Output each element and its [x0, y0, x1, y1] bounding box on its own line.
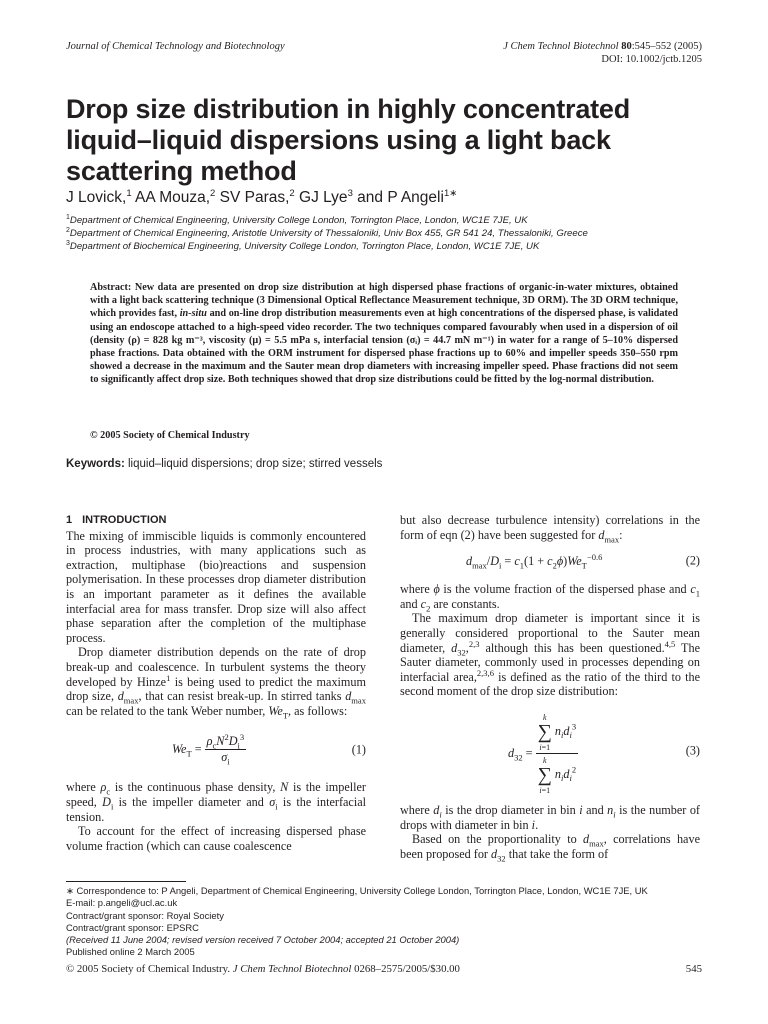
equation-1: $We_T$ = $\frac{\rho_cN^2D_i^3}{\sigma_i}$ (1)	[172, 732, 366, 767]
author-affil-mark: 2	[289, 187, 295, 199]
affiliation-mark: 2	[66, 226, 70, 234]
footnote-correspondence: ∗ Correspondence to: P Angeli, Department of Chemical Engineering, University College London, Torrington Place, London, WC1E 7JE, UK	[66, 885, 648, 896]
footer-copyright: © 2005 Society of Chemical Industry. J Chem Technol Biotechnol 0268–2575/2005/$30.00	[66, 963, 460, 975]
paragraph: but also decrease turbulence intensity) correlations in the form of eqn (2) have been suggested for $d_{max}$:	[400, 513, 700, 545]
author-affil-mark: 3	[347, 187, 353, 199]
abstract	[90, 281, 678, 387]
footnote-email[interactable]: E-mail: p.angeli@ucl.ac.uk	[66, 897, 178, 909]
author: and P Angeli	[352, 189, 444, 206]
left-column	[66, 513, 366, 853]
section-number: 1	[66, 514, 73, 526]
footnotes	[66, 885, 706, 959]
equation-number: (1)	[351, 743, 366, 758]
abstract-italic: in-situ	[179, 308, 207, 320]
affiliation-1	[66, 215, 528, 227]
footnote-sponsor: Contract/grant sponsor: Royal Society	[66, 909, 224, 921]
author: AA Mouza,	[131, 189, 211, 206]
author-affil-mark: 1	[126, 187, 132, 199]
equation-number: (2)	[685, 553, 700, 568]
paragraph: where $\rho_c$ is the continuous phase density, N is the impeller speed, $D_i$ is the impeller diameter and $\sigma_i$ is the interfacial tension.	[66, 780, 367, 824]
author-affil-mark: 2	[210, 187, 216, 199]
paragraph: To account for the effect of increasing dispersed phase volume fraction (which can cause coalescence	[66, 824, 366, 853]
article-title: Drop size distribution in highly concentrated liquid–liquid dispersions using a light back scattering method	[66, 94, 631, 186]
right-column	[400, 513, 701, 864]
paragraph: Based on the proportionality to $d_{max}$, correlations have been proposed for $d_{32}$ that take the form of	[400, 832, 700, 864]
abstract-text: and on-line drop distribution measurements even at high concentrations of the dispersed phase, is validated using an endoscope attached to a high-speed video recorder. The two techniques compared favourably when used in a dispersion of oil (density (ρ) = 828 kg m⁻³, viscosity (μ) = 5.5 mPa s, interfacial tension (σᵢ) = 44.7 mN m⁻¹) in water for a range of 5–10% dispersed phase fractions. Data obtained with the ORM instrument for dispersed phase fractions up to 60% and impeller speeds 350–550 rpm showed a decrease in the maximum and the Sauter mean drop diameters with increasing impeller speed. Phase fractions did not seem to significantly affect drop size. Both techniques showed that drop size distributions could be fitted by the log-normal distribution.	[90, 308, 678, 386]
equation-number: (3)	[685, 743, 700, 758]
author: SV Paras,	[215, 189, 290, 206]
citation-volume: 80	[621, 41, 632, 52]
paragraph: The maximum drop diameter is important since it is generally considered proportional to the Sauter mean diameter, $d_{32},^{2,3}$ although this has been questioned.$^{4,5}$ The Sauter diameter, commonly used in processes depending on interfacial area,$^{2,3,6}$ is defined as the ratio of the third to the second moment of the drop size distribution:	[400, 611, 700, 699]
citation-ref: 1	[166, 672, 171, 683]
doi: DOI: 10.1002/jctb.1205	[601, 54, 702, 65]
affiliation-mark: 3	[66, 239, 70, 247]
affiliation-2	[66, 228, 588, 240]
section-heading	[66, 513, 366, 528]
affiliation-3	[66, 241, 539, 253]
abstract-copyright: © 2005 Society of Chemical Industry	[90, 430, 250, 441]
affiliation-mark: 1	[66, 213, 70, 221]
citation-block	[503, 40, 702, 66]
equation-3: $d_{32}$ = k ∑ i=1 $n_id_i^3$ k ∑ i=1 $n_id_i^2$ (3)	[508, 712, 700, 795]
author: GJ Lye	[294, 189, 348, 206]
equation-2: $d_{max}/D_i = c_1(1 + c_2\phi)We_T^{-0.6}$ (2)	[466, 552, 700, 571]
page-number: 545	[685, 963, 702, 975]
author-list	[66, 189, 457, 207]
footnote-rule	[66, 881, 186, 882]
keywords	[66, 457, 382, 471]
section-title: INTRODUCTION	[82, 514, 167, 526]
citation	[503, 40, 702, 53]
abstract-text: Abstract: New data are presented on drop size distribution at high dispersed phase fractions of organic-in-water mixtures, obtained with a light back scattering technique (3 Dimensional Optical Reflectance Measurement technique, 3D ORM). The 3D ORM technique, which provides fast,	[90, 282, 678, 320]
paragraph: Drop diameter distribution depends on the rate of drop break-up and coalescence. In turbulent systems the theory developed by Hinze$^1$ is being used to predict the maximum drop size, $d_{max}$, that can resist break-up. In stirred tanks $d_{max}$ can be related to the tank Weber number, $We_T$, as follows:	[66, 645, 366, 721]
footnote-received: (Received 11 June 2004; revised version received 7 October 2004; accepted 21 October 2004)	[66, 934, 460, 946]
citation-pages: :545–552 (2005)	[631, 41, 702, 52]
affiliation-text: Department of Chemical Engineering, Aristotle University of Thessaloniki, Univ Box 455, GR 541 24, Thessaloniki, Greece	[69, 228, 588, 239]
author: J Lovick,	[66, 189, 127, 206]
footnote-sponsor: Contract/grant sponsor: EPSRC	[66, 921, 199, 933]
footnote-published: Published online 2 March 2005	[66, 946, 195, 958]
paragraph: where ϕ is the volume fraction of the dispersed phase and $c_1$ and $c_2$ are constants.	[400, 582, 701, 614]
keywords-text: liquid–liquid dispersions; drop size; stirred vessels	[124, 458, 383, 470]
journal-name: Journal of Chemical Technology and Biotechnology	[66, 41, 285, 52]
affiliation-text: Department of Chemical Engineering, University College London, Torrington Place, London, WC1E 7JE, UK	[69, 215, 528, 226]
paragraph: where $d_i$ is the drop diameter in bin i and $n_i$ is the number of drops with diameter in bin i.	[400, 802, 700, 832]
author-affil-mark: 1∗	[443, 187, 458, 199]
keywords-label: Keywords:	[66, 458, 125, 470]
affiliation-text: Department of Biochemical Engineering, University College London, Torrington Place, London, WC1E 7JE, UK	[69, 241, 540, 252]
citation-journal: J Chem Technol Biotechnol	[503, 41, 619, 52]
paragraph: The mixing of immiscible liquids is commonly encountered in process industries, with many applications such as extraction, multiphase (bio)reactions and suspension polymerisation. In these processes drop diameter distribution is an important parameter as it defines the available interfacial area for mass transfer. Drop size will also affect phase separation after the completion of the multiphase process.	[66, 528, 366, 645]
